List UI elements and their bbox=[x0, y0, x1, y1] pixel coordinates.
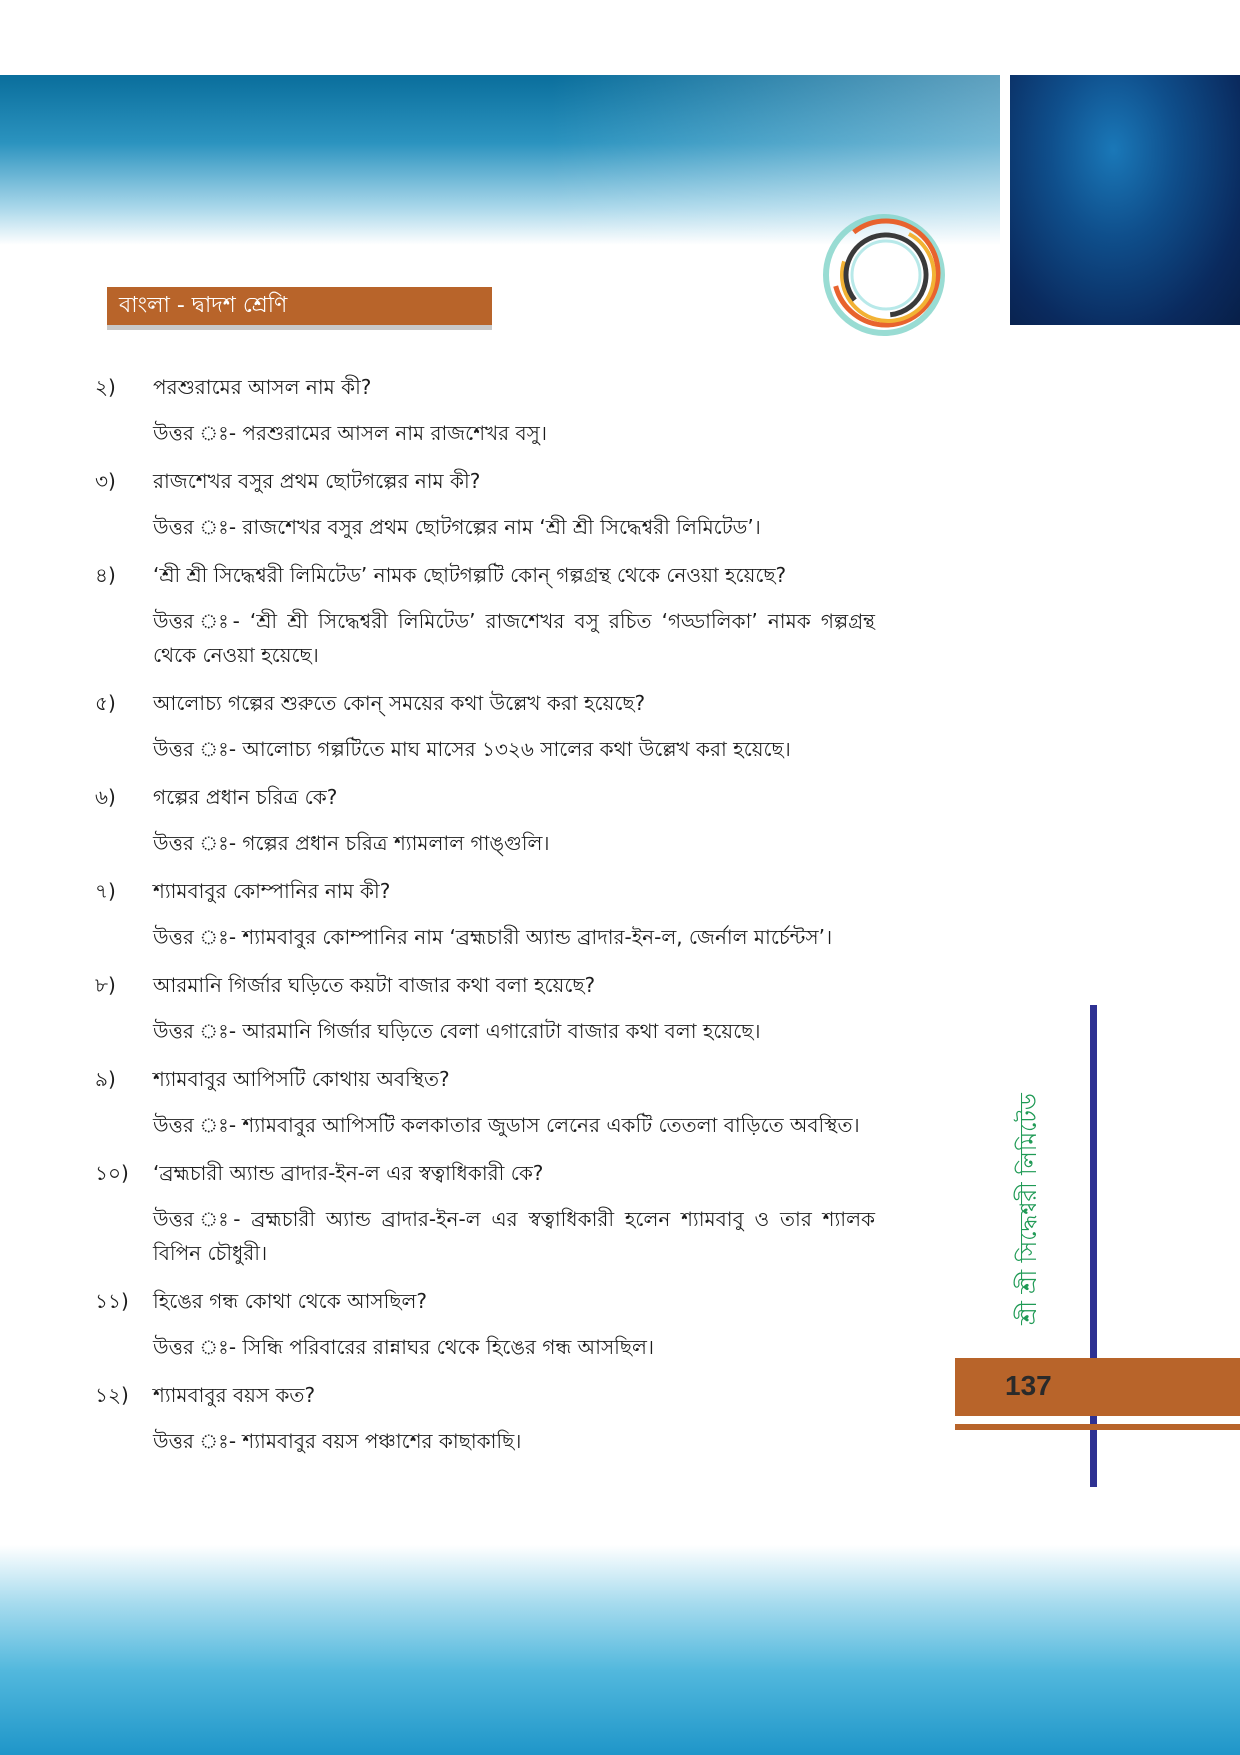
qa-item bbox=[95, 1380, 875, 1458]
qa-item bbox=[95, 560, 875, 672]
question-number: ৮) bbox=[95, 973, 116, 997]
answer-text: উত্তর ঃ- রাজশেখর বসুর প্রথম ছোটগল্পের নাম ‘শ্রী শ্রী সিদ্ধেশ্বরী লিমিটেড’। bbox=[153, 515, 761, 539]
question-number: ৩) bbox=[95, 469, 116, 493]
question-text: শ্যামবাবুর কোম্পানির নাম কী? bbox=[153, 879, 391, 903]
qa-item bbox=[95, 372, 875, 450]
chapter-title-vertical: শ্রী শ্রী সিদ্ধেশ্বরী লিমিটেড bbox=[1016, 1093, 1042, 1325]
question-number: ৫) bbox=[95, 691, 116, 715]
answer-text: উত্তর ঃ- শ্যামবাবুর কোম্পানির নাম ‘ব্রহ্মচারী অ্যান্ড ব্রাদার-ইন-ল, জের্নাল মার্চেন্টস’। bbox=[153, 925, 833, 949]
answer-text: উত্তর ঃ- শ্যামবাবুর বয়স পঞ্চাশের কাছাকাছি। bbox=[153, 1429, 522, 1453]
question-text: রাজশেখর বসুর প্রথম ছোটগল্পের নাম কী? bbox=[153, 469, 481, 493]
answer-text: উত্তর ঃ- পরশুরামের আসল নাম রাজশেখর বসু। bbox=[153, 421, 548, 445]
answer-text: উত্তর ঃ- শ্যামবাবুর আপিসটি কলকাতার জুডাস লেনের একটি তেতলা বাড়িতে অবস্থিত। bbox=[153, 1113, 860, 1137]
footer-banner bbox=[0, 1545, 1240, 1755]
circle-logo bbox=[812, 205, 960, 345]
question-text: শ্যামবাবুর আপিসটি কোথায় অবস্থিত? bbox=[153, 1067, 450, 1091]
question-number: ৯) bbox=[95, 1067, 116, 1091]
question-number: ৬) bbox=[95, 785, 116, 809]
question-number: ১১) bbox=[95, 1289, 129, 1313]
question-text: হিঙের গন্ধ কোথা থেকে আসছিল? bbox=[153, 1289, 427, 1313]
page-number: 137 bbox=[1005, 1370, 1052, 1401]
header-dark-panel bbox=[1010, 75, 1240, 325]
qa-item bbox=[95, 466, 875, 544]
question-number: ১২) bbox=[95, 1383, 129, 1407]
question-text: পরশুরামের আসল নাম কী? bbox=[153, 375, 372, 399]
answer-text: উত্তর ঃ- গল্পের প্রধান চরিত্র শ্যামলাল গাঙ্গুলি। bbox=[153, 831, 550, 855]
question-number: ১০) bbox=[95, 1161, 129, 1185]
qa-item bbox=[95, 1064, 875, 1142]
qa-item bbox=[95, 970, 875, 1048]
qa-item bbox=[95, 876, 875, 954]
question-number: ৪) bbox=[95, 563, 116, 587]
question-text: শ্যামবাবুর বয়স কত? bbox=[153, 1383, 316, 1407]
page-number-underline bbox=[955, 1424, 1240, 1430]
qa-item bbox=[95, 1286, 875, 1364]
question-number: ২) bbox=[95, 375, 116, 399]
question-text: আরমানি গির্জার ঘড়িতে কয়টা বাজার কথা বলা হয়েছে? bbox=[153, 973, 596, 997]
answer-text: উত্তর ঃ- সিন্ধি পরিবারের রান্নাঘর থেকে হিঙের গন্ধ আসছিল। bbox=[153, 1335, 655, 1359]
answer-text: উত্তর ঃ- ব্রহ্মচারী অ্যান্ড ব্রাদার-ইন-ল এর স্বত্বাধিকারী হলেন শ্যামবাবু ও তার শ্যালক বিপিন চৌধুরী। bbox=[153, 1207, 875, 1265]
answer-text: উত্তর ঃ- আলোচ্য গল্পটিতে মাঘ মাসের ১৩২৬ সালের কথা উল্লেখ করা হয়েছে। bbox=[153, 737, 791, 761]
question-text: আলোচ্য গল্পের শুরুতে কোন্ সময়ের কথা উল্লেখ করা হয়েছে? bbox=[153, 691, 646, 715]
subject-label: বাংলা - দ্বাদশ শ্রেণি bbox=[107, 287, 492, 325]
qa-item bbox=[95, 1158, 875, 1270]
qa-item bbox=[95, 688, 875, 766]
page-number-box bbox=[955, 1358, 1240, 1416]
qa-item bbox=[95, 782, 875, 860]
question-text: ‘ব্রহ্মচারী অ্যান্ড ব্রাদার-ইন-ল এর স্বত্বাধিকারী কে? bbox=[153, 1161, 544, 1185]
question-number: ৭) bbox=[95, 879, 116, 903]
answer-text: উত্তর ঃ- ‘শ্রী শ্রী সিদ্ধেশ্বরী লিমিটেড’ রাজশেখর বসু রচিত ‘গড্ডালিকা’ নামক গল্পগ্রন্থ থেকে নেওয়া হয়েছে। bbox=[153, 609, 875, 667]
question-text: ‘শ্রী শ্রী সিদ্ধেশ্বরী লিমিটেড’ নামক ছোটগল্পটি কোন্ গল্পগ্রন্থ থেকে নেওয়া হয়েছে? bbox=[153, 563, 787, 587]
question-text: গল্পের প্রধান চরিত্র কে? bbox=[153, 785, 338, 809]
answer-text: উত্তর ঃ- আরমানি গির্জার ঘড়িতে বেলা এগারোটা বাজার কথা বলা হয়েছে। bbox=[153, 1019, 761, 1043]
question-answer-list bbox=[95, 372, 875, 1474]
